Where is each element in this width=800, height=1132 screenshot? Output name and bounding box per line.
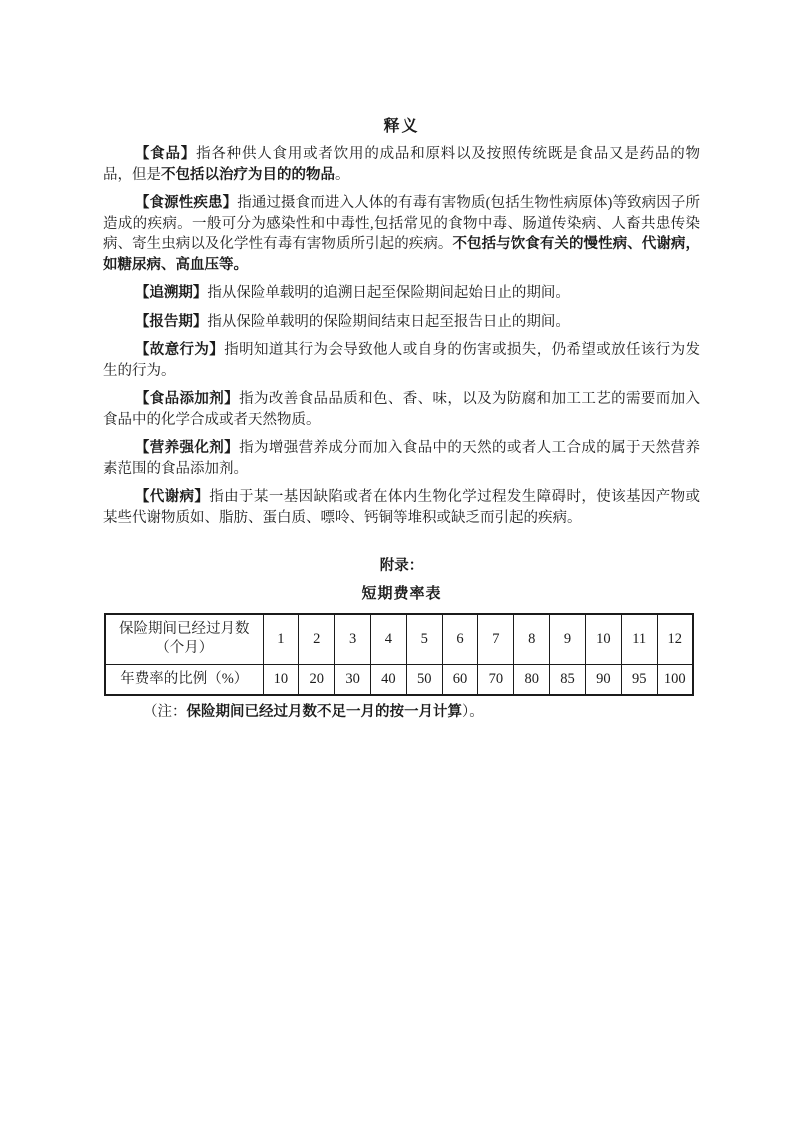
definition-bold-text: 【营养强化剂】 <box>134 440 240 456</box>
month-cell: 7 <box>478 614 514 664</box>
rate-table-rates-row-label: 年费率的比例（%） <box>105 664 263 695</box>
rate-cell: 95 <box>621 664 657 695</box>
definition-bold-text: 【食品添加剂】 <box>134 391 240 407</box>
month-cell: 6 <box>442 614 478 664</box>
month-cell: 9 <box>550 614 586 664</box>
definition-bold-text: 【追溯期】 <box>134 285 208 301</box>
definition-bold-text: 【食源性疾患】 <box>134 195 238 211</box>
month-cell: 2 <box>299 614 335 664</box>
rate-cell: 85 <box>550 664 586 695</box>
definition-text: 指各种供人食用或者饮用的成品和原料以及按照传统既是食品又是药品的物品，但是 <box>103 146 701 183</box>
rate-cell: 40 <box>370 664 406 695</box>
short-term-rate-table <box>104 613 694 696</box>
rate-cell: 100 <box>657 664 693 695</box>
definition-bold-text: 【故意行为】 <box>134 342 225 358</box>
definition-text: 指为改善食品品质和色、香、味，以及为防腐和加工工艺的需要而加入食品中的化学合成或者天然物质。 <box>103 391 700 428</box>
definition-paragraph <box>103 438 700 479</box>
definition-text: 指从保险单载明的保险期间结束日起至报告日止的期间。 <box>207 313 570 330</box>
rate-table-rates-row <box>105 664 693 695</box>
appendix-label: 附录： <box>379 558 424 574</box>
rate-table-months-row-label: 保险期间已经过月数（个月） <box>105 614 263 664</box>
definition-text: 。 <box>335 166 350 183</box>
definition-paragraph <box>103 144 700 185</box>
definition-bold-text: 不包括以治疗为目的的物品 <box>161 166 335 183</box>
month-cell: 10 <box>585 614 621 664</box>
rate-cell: 70 <box>478 664 514 695</box>
definition-text: 指从保险单载明的追溯日起至保险期间起始日止的期间。 <box>207 285 570 301</box>
rate-cell: 60 <box>442 664 478 695</box>
rate-table-title: 短期费率表 <box>361 586 442 602</box>
definition-paragraph <box>103 312 700 333</box>
definitions-section <box>103 144 700 528</box>
definition-bold-text: 【代谢病】 <box>134 489 210 505</box>
rate-cell: 10 <box>263 664 299 695</box>
month-cell: 1 <box>263 614 299 664</box>
rate-cell: 90 <box>585 664 621 695</box>
month-cell: 3 <box>335 614 371 664</box>
note-text: ）。 <box>462 704 484 720</box>
definition-text: 指由于某一基因缺陷或者在体内生物化学过程发生障碍时，使该基因产物或某些代谢物质如、脂肪、蛋白质、嘌呤、钙铜等堆积或缺乏而引起的疾病。 <box>103 489 700 526</box>
definition-paragraph <box>103 193 700 275</box>
month-cell: 5 <box>406 614 442 664</box>
rate-cell: 20 <box>299 664 335 695</box>
rate-table-months-row <box>105 614 693 664</box>
document-content <box>0 118 800 722</box>
definition-text: 指明知道其行为会导致他人或自身的伤害或损失，仍希望或放任该行为发生的行为。 <box>103 342 701 379</box>
page-title: 释义 <box>383 118 420 135</box>
definition-bold-text: 不包括与饮食有关的慢性病、代谢病，如糖尿病、高血压等。 <box>103 236 700 273</box>
definition-paragraph <box>103 487 700 528</box>
rate-table-note <box>103 702 700 722</box>
definition-paragraph <box>103 340 700 381</box>
definition-bold-text: 【食品】 <box>134 146 197 162</box>
note-text: （注： <box>143 704 187 720</box>
definition-paragraph <box>103 283 700 304</box>
month-cell: 11 <box>621 614 657 664</box>
rate-cell: 80 <box>514 664 550 695</box>
definition-bold-text: 【报告期】 <box>134 313 208 330</box>
note-bold-text: 保险期间已经过月数不足一月的按一月计算 <box>186 704 462 720</box>
definition-paragraph <box>103 389 700 430</box>
month-cell: 4 <box>370 614 406 664</box>
rate-cell: 30 <box>335 664 371 695</box>
definition-text: 指为增强营养成分而加入食品中的天然的或者人工合成的属于天然营养素范围的食品添加剂。 <box>103 440 700 477</box>
month-cell: 12 <box>657 614 693 664</box>
month-cell: 8 <box>514 614 550 664</box>
rate-cell: 50 <box>406 664 442 695</box>
definition-text: 指通过摄食而进入人体的有毒有害物质(包括生物性病原体)等致病因子所造成的疾病。一般可分为感染性和中毒性,包括常见的食物中毒、肠道传染病、人畜共患传染病、寄生虫病以及化学性有毒有害物质所引起的疾病。 <box>103 195 701 252</box>
